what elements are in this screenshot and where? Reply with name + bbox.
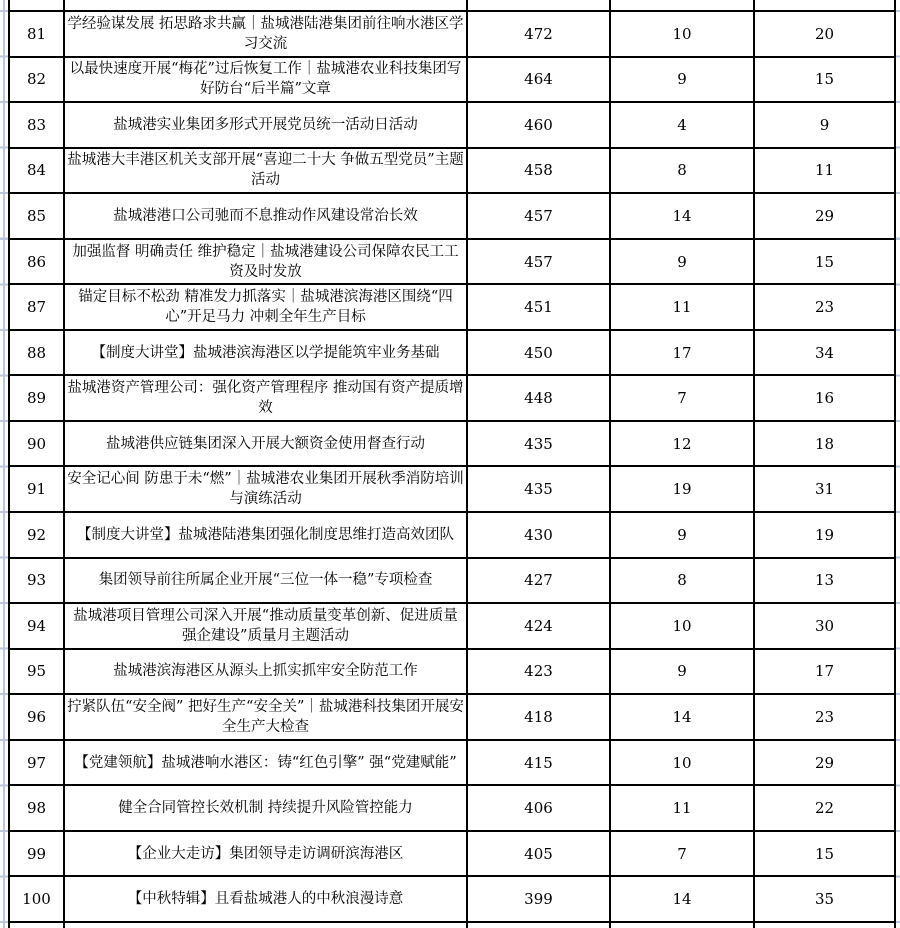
value2-cell[interactable]: 14 — [611, 877, 755, 923]
value1-cell[interactable]: 457 — [468, 240, 611, 286]
left-margin-vertical-gridline — [3, 0, 5, 928]
value2-cell[interactable]: 7 — [611, 376, 755, 422]
value3-cell[interactable]: 15 — [755, 832, 896, 878]
column-border-stub — [609, 0, 611, 10]
value3-cell[interactable]: 20 — [755, 12, 896, 58]
value3-cell[interactable]: 15 — [755, 58, 896, 104]
value1-cell[interactable]: 450 — [468, 331, 611, 377]
value3-cell[interactable]: 9 — [755, 103, 896, 149]
title-cell[interactable]: 以最快速度开展“梅花”过后恢复工作｜盐城港农业科技集团写好防台“后半篇”文章 — [65, 58, 468, 104]
row-number-cell[interactable]: 92 — [10, 513, 65, 559]
value3-cell[interactable]: 13 — [755, 559, 896, 605]
value1-cell[interactable]: 423 — [468, 650, 611, 696]
value1-cell[interactable]: 430 — [468, 513, 611, 559]
title-cell[interactable]: 拧紧队伍“安全阀” 把好生产“安全关”｜盐城港科技集团开展安全生产大检查 — [65, 695, 468, 741]
value3-cell[interactable]: 19 — [755, 513, 896, 559]
column-border-stub — [894, 923, 896, 928]
title-cell[interactable]: 锚定目标不松劲 精准发力抓落实｜盐城港滨海港区围绕“四心”开足马力 冲刺全年生产目标 — [65, 285, 468, 331]
column-border-stub — [609, 923, 611, 928]
value1-cell[interactable]: 435 — [468, 422, 611, 468]
value1-cell[interactable]: 405 — [468, 832, 611, 878]
value3-cell[interactable]: 34 — [755, 331, 896, 377]
column-border-stub — [753, 923, 755, 928]
value3-cell[interactable]: 29 — [755, 194, 896, 240]
column-border-stub — [466, 923, 468, 928]
column-border-stub — [63, 0, 65, 10]
value2-cell[interactable]: 9 — [611, 650, 755, 696]
title-cell[interactable]: 盐城港港口公司驰而不息推动作风建设常治长效 — [65, 194, 468, 240]
row-number-cell[interactable]: 97 — [10, 741, 65, 787]
row-number-cell[interactable]: 84 — [10, 149, 65, 195]
title-cell[interactable]: 盐城港滨海港区从源头上抓实抓牢安全防范工作 — [65, 650, 468, 696]
title-cell[interactable]: 【企业大走访】集团领导走访调研滨海港区 — [65, 832, 468, 878]
value2-cell[interactable]: 10 — [611, 741, 755, 787]
value3-cell[interactable]: 16 — [755, 376, 896, 422]
row-number-cell[interactable]: 94 — [10, 604, 65, 650]
article-stats-table — [8, 10, 896, 923]
title-cell[interactable]: 【制度大讲堂】盐城港滨海港区以学提能筑牢业务基础 — [65, 331, 468, 377]
value2-cell[interactable]: 14 — [611, 194, 755, 240]
value1-cell[interactable]: 427 — [468, 559, 611, 605]
value1-cell[interactable]: 458 — [468, 149, 611, 195]
column-border-stub — [8, 0, 10, 10]
value3-cell[interactable]: 22 — [755, 786, 896, 832]
value1-cell[interactable]: 457 — [468, 194, 611, 240]
title-cell[interactable]: 盐城港大丰港区机关支部开展“喜迎二十大 争做五型党员”主题活动 — [65, 149, 468, 195]
value3-cell[interactable]: 17 — [755, 650, 896, 696]
title-cell[interactable]: 盐城港资产管理公司：强化资产管理程序 推动国有资产提质增效 — [65, 376, 468, 422]
row-number-cell[interactable]: 81 — [10, 12, 65, 58]
column-border-stub — [894, 0, 896, 10]
row-number-cell[interactable]: 91 — [10, 467, 65, 513]
row-number-cell[interactable]: 86 — [10, 240, 65, 286]
column-border-stub — [753, 0, 755, 10]
value2-cell[interactable]: 19 — [611, 467, 755, 513]
row-number-cell[interactable]: 90 — [10, 422, 65, 468]
value1-cell[interactable]: 424 — [468, 604, 611, 650]
value3-cell[interactable]: 31 — [755, 467, 896, 513]
title-cell[interactable]: 健全合同管控长效机制 持续提升风险管控能力 — [65, 786, 468, 832]
value1-cell[interactable]: 460 — [468, 103, 611, 149]
row-number-cell[interactable]: 98 — [10, 786, 65, 832]
value2-cell[interactable]: 9 — [611, 240, 755, 286]
title-cell[interactable]: 集团领导前往所属企业开展“三位一体一稳”专项检查 — [65, 559, 468, 605]
title-cell[interactable]: 加强监督 明确责任 维护稳定｜盐城港建设公司保障农民工工资及时发放 — [65, 240, 468, 286]
row-number-cell[interactable]: 99 — [10, 832, 65, 878]
value1-cell[interactable]: 472 — [468, 12, 611, 58]
value2-cell[interactable]: 12 — [611, 422, 755, 468]
value1-cell[interactable]: 435 — [468, 467, 611, 513]
value3-cell[interactable]: 23 — [755, 695, 896, 741]
value1-cell[interactable]: 406 — [468, 786, 611, 832]
row-number-cell[interactable]: 95 — [10, 650, 65, 696]
title-cell[interactable]: 盐城港实业集团多形式开展党员统一活动日活动 — [65, 103, 468, 149]
row-number-cell[interactable]: 85 — [10, 194, 65, 240]
value2-cell[interactable]: 4 — [611, 103, 755, 149]
title-cell[interactable]: 盐城港项目管理公司深入开展“推动质量变革创新、促进质量强企建设”质量月主题活动 — [65, 604, 468, 650]
value2-cell[interactable]: 10 — [611, 12, 755, 58]
row-number-cell[interactable]: 87 — [10, 285, 65, 331]
value2-cell[interactable]: 11 — [611, 786, 755, 832]
row-number-cell[interactable]: 93 — [10, 559, 65, 605]
row-number-cell[interactable]: 88 — [10, 331, 65, 377]
title-cell[interactable]: 【中秋特辑】且看盐城港人的中秋浪漫诗意 — [65, 877, 468, 923]
title-cell[interactable]: 盐城港供应链集团深入开展大额资金使用督查行动 — [65, 422, 468, 468]
value1-cell[interactable]: 451 — [468, 285, 611, 331]
row-number-cell[interactable]: 83 — [10, 103, 65, 149]
value1-cell[interactable]: 415 — [468, 741, 611, 787]
value3-cell[interactable]: 35 — [755, 877, 896, 923]
row-number-cell[interactable]: 100 — [10, 877, 65, 923]
title-cell[interactable]: 学经验谋发展 拓思路求共赢｜盐城港陆港集团前往响水港区学习交流 — [65, 12, 468, 58]
row-number-cell[interactable]: 96 — [10, 695, 65, 741]
row-number-cell[interactable]: 82 — [10, 58, 65, 104]
title-cell[interactable]: 【党建领航】盐城港响水港区：铸“红色引擎” 强“党建赋能” — [65, 741, 468, 787]
value2-cell[interactable]: 9 — [611, 513, 755, 559]
value2-cell[interactable]: 10 — [611, 604, 755, 650]
value2-cell[interactable]: 8 — [611, 559, 755, 605]
value3-cell[interactable]: 29 — [755, 741, 896, 787]
value3-cell[interactable]: 11 — [755, 149, 896, 195]
row-number-cell[interactable]: 89 — [10, 376, 65, 422]
value1-cell[interactable]: 418 — [468, 695, 611, 741]
value3-cell[interactable]: 15 — [755, 240, 896, 286]
title-cell[interactable]: 【制度大讲堂】盐城港陆港集团强化制度思维打造高效团队 — [65, 513, 468, 559]
value2-cell[interactable]: 17 — [611, 331, 755, 377]
right-margin-gridline-stubs — [896, 10, 900, 923]
value1-cell[interactable]: 448 — [468, 376, 611, 422]
value3-cell[interactable]: 18 — [755, 422, 896, 468]
value2-cell[interactable]: 14 — [611, 695, 755, 741]
column-border-stub — [63, 923, 65, 928]
column-border-stub — [8, 923, 10, 928]
value2-cell[interactable]: 9 — [611, 58, 755, 104]
value3-cell[interactable]: 23 — [755, 285, 896, 331]
value2-cell[interactable]: 11 — [611, 285, 755, 331]
value2-cell[interactable]: 7 — [611, 832, 755, 878]
value1-cell[interactable]: 464 — [468, 58, 611, 104]
value3-cell[interactable]: 30 — [755, 604, 896, 650]
title-cell[interactable]: 安全记心间 防患于未“燃”｜盐城港农业集团开展秋季消防培训与演练活动 — [65, 467, 468, 513]
value2-cell[interactable]: 8 — [611, 149, 755, 195]
column-border-stub — [466, 0, 468, 10]
value1-cell[interactable]: 399 — [468, 877, 611, 923]
